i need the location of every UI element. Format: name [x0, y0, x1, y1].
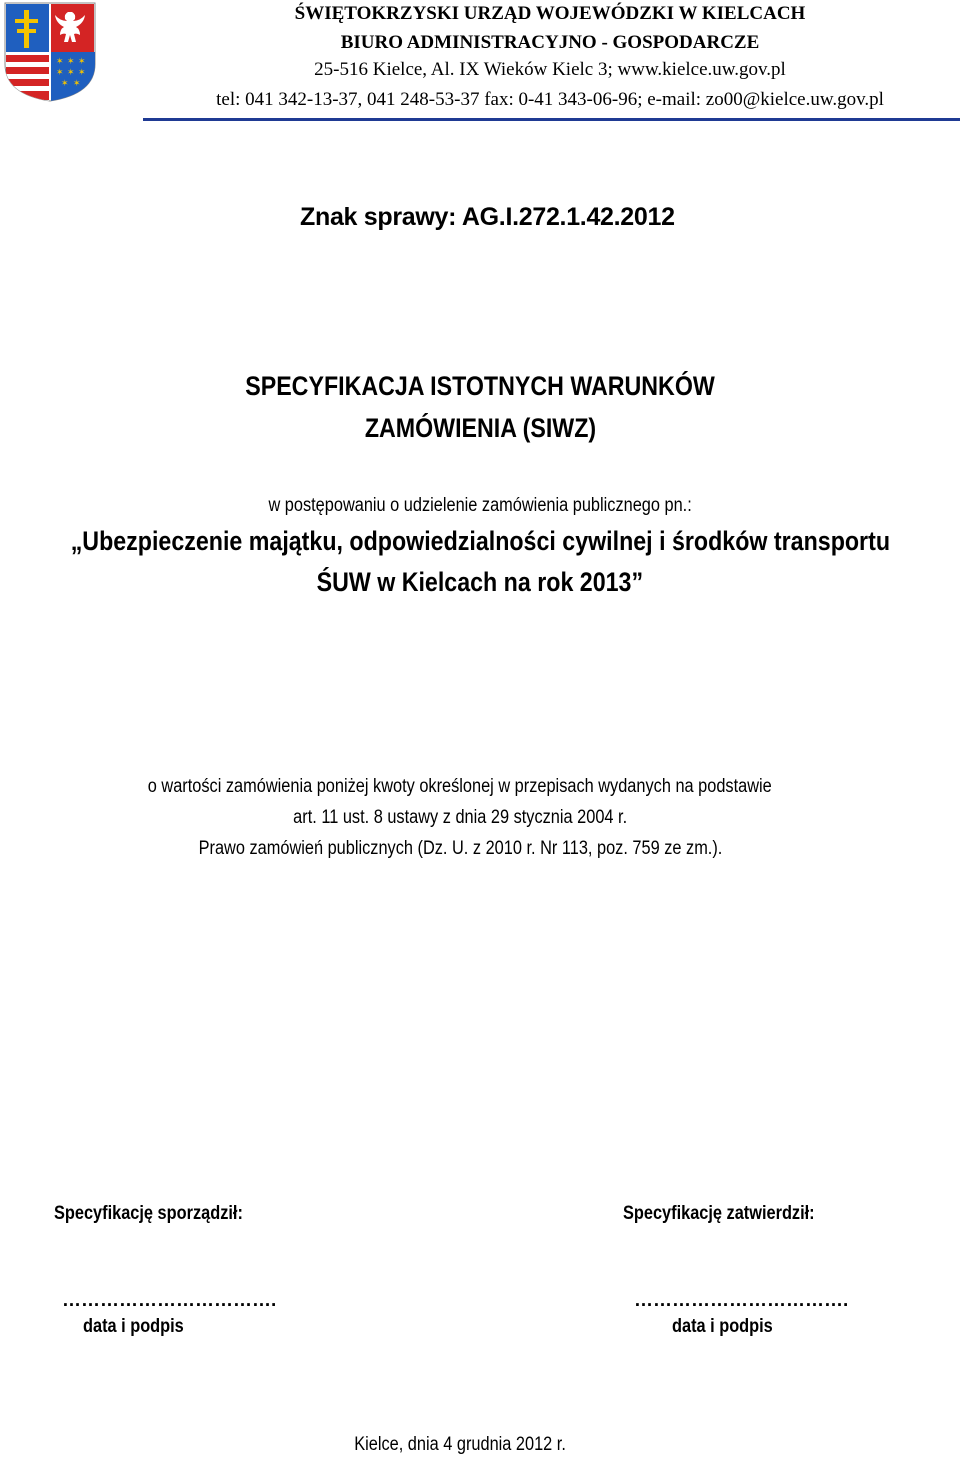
prepared-by-label-text: Specyfikację sporządził:: [54, 1203, 243, 1224]
signature-caption-right-text: data i podpis: [672, 1316, 773, 1337]
signature-caption-left-text: data i podpis: [83, 1316, 184, 1337]
document-title-line2: [0, 413, 960, 444]
legal-basis-line2-text: art. 11 ust. 8 ustawy z dnia 29 stycznia 2004 r.: [293, 807, 627, 828]
procurement-subject-line2: [0, 567, 960, 598]
procurement-subject-line1-text: „Ubezpieczenie majątku, odpowiedzialności cywilnej i środków transportu: [70, 526, 890, 556]
department-name: BIURO ADMINISTRACYJNO - GOSPODARCZE: [340, 32, 760, 53]
signature-line-right: …………………………….: [634, 1290, 849, 1311]
svg-text:✶: ✶: [56, 57, 64, 67]
document-title-line1: [0, 371, 960, 402]
header-divider: [143, 118, 960, 121]
svg-text:✶: ✶: [56, 68, 64, 78]
coat-of-arms-icon: [4, 2, 96, 102]
document-title-line1-text: SPECYFIKACJA ISTOTNYCH WARUNKÓW: [245, 371, 715, 401]
place-and-date: [0, 1434, 920, 1456]
place-and-date-text: Kielce, dnia 4 grudnia 2012 r.: [354, 1434, 566, 1455]
case-reference: Znak sprawy: AG.I.272.1.42.2012: [300, 203, 675, 231]
legal-basis-line3-text: Prawo zamówień publicznych (Dz. U. z 2010 r. Nr 113, poz. 759 ze zm.).: [198, 838, 722, 859]
office-contact: tel: 041 342-13-37, 041 248-53-37 fax: 0-41 343-06-96; e-mail: zo00@kielce.uw.gov.pl: [216, 89, 884, 110]
approved-by-label-text: Specyfikację zatwierdził:: [623, 1203, 815, 1224]
legal-basis-line1-text: o wartości zamówienia poniżej kwoty określonej w przepisach wydanych na podstawie: [148, 776, 772, 797]
legal-basis-line1: [0, 776, 920, 798]
signature-line-left: …………………………….: [62, 1290, 277, 1311]
legal-basis-line3: [0, 838, 920, 860]
signature-caption-left: [83, 1316, 200, 1338]
document-title-line2-text: ZAMÓWIENIA (SIWZ): [364, 413, 596, 443]
svg-text:✶: ✶: [73, 79, 81, 89]
procedure-intro-text: w postępowaniu o udzielenie zamówienia publicznego pn.:: [268, 495, 692, 516]
svg-text:✶: ✶: [61, 79, 69, 89]
procurement-subject-line2-text: ŚUW w Kielcach na rok 2013”: [316, 567, 644, 597]
office-address: 25-516 Kielce, Al. IX Wieków Kielc 3; www.kielce.uw.gov.pl: [314, 59, 786, 80]
signature-caption-right: [672, 1316, 789, 1338]
prepared-by-label: [54, 1203, 274, 1225]
svg-text:✶: ✶: [67, 57, 75, 67]
office-name: ŚWIĘTOKRZYSKI URZĄD WOJEWÓDZKI W KIELCACH: [294, 3, 806, 24]
svg-text:✶: ✶: [78, 57, 86, 67]
svg-text:✶: ✶: [78, 68, 86, 78]
approved-by-label: [623, 1203, 846, 1225]
svg-text:✶: ✶: [67, 68, 75, 78]
procedure-intro: [0, 495, 960, 517]
procurement-subject-line1: [0, 526, 960, 557]
legal-basis-line2: [0, 807, 920, 829]
